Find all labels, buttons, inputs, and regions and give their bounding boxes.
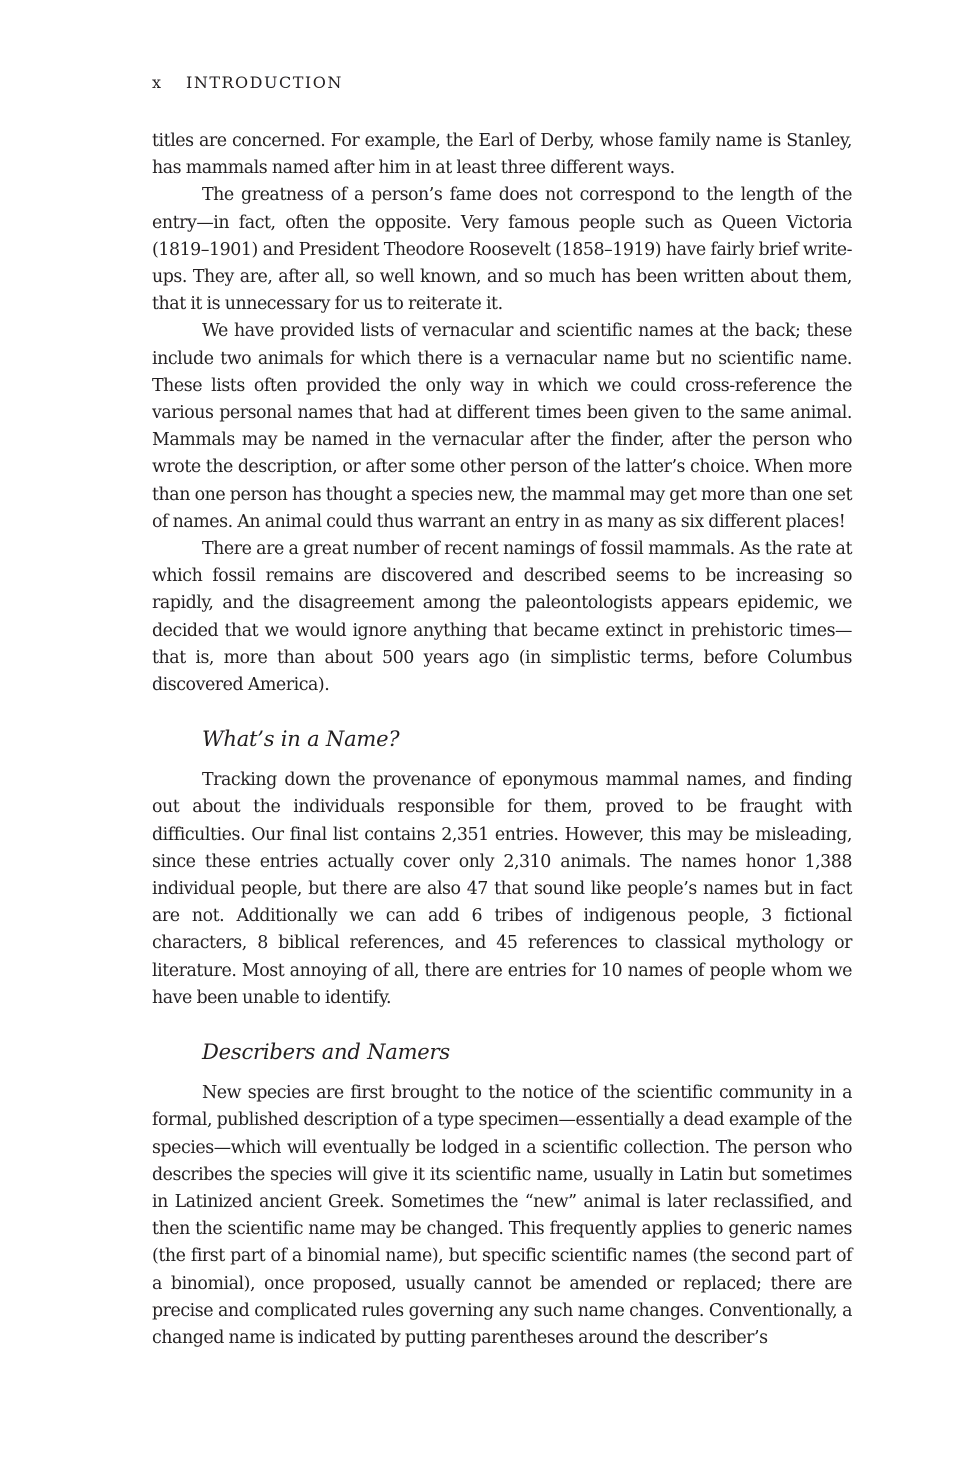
paragraph: We have provided lists of vernacular and scientific names at the back; these include two animals for which there is a vernacular name but no scientific name. These lists often provided the only way in which we could cross-reference the various personal names that had at different times been given to the same animal. Mammals may be named in the vernacular after the finder, after the person who wrote the description, or after some other person of the latter’s choice. When more than one person has thought a species new, the mammal may get more than one set of names. An animal could thus warrant an entry in as many as six different places! xyxy=(152,321,852,532)
body-text xyxy=(152,128,852,1352)
paragraph: titles are concerned. For example, the Earl of Derby, whose family name is Stanley, has mammals named after him in at least three different ways. xyxy=(152,131,852,179)
paragraph: Tracking down the provenance of eponymous mammal names, and finding out about the individuals responsible for them, proved to be fraught with difficulties. Our final list contains 2,351 entries. However, this may be misleading, since these entries actually cover only 2,310 animals. The names honor 1,388 individual people, but there are also 47 that sound like people’s names but in fact are not. Additionally we can add 6 tribes of indigenous people, 3 fictional characters, 8 biblical references, and 45 references to classical mythology or literature. Most annoying of all, there are entries for 10 names of people whom we have been unable to identify. xyxy=(152,770,852,1008)
section-heading-describers-and-namers: Describers and Namers xyxy=(202,1040,450,1065)
section-heading-whats-in-a-name: What’s in a Name? xyxy=(202,727,400,752)
paragraph: The greatness of a person’s fame does not correspond to the length of the entry—in fact, often the opposite. Very famous people such as Queen Victoria (1819–1901) and President Theodore Roosevelt (1858–1919) have fairly brief write-ups. They are, after all, so well known, and so much has been written about them, that it is unnecessary for us to reiterate it. xyxy=(152,185,852,315)
running-head xyxy=(152,72,343,94)
paragraph: There are a great number of recent namings of fossil mammals. As the rate at which fossil remains are discovered and described seems to be increasing so rapidly, and the disagreement among the paleontologists appears epidemic, we decided that we would ignore anything that became extinct in prehistoric times—that is, more than about 500 years ago (in simplistic terms, before Columbus discovered America). xyxy=(152,539,852,696)
paragraph: New species are first brought to the notice of the scientific community in a formal, published description of a type specimen—essentially a dead example of the species—which will eventually be lodged in a scientific collection. The person who describes the species will give it its scientific name, usually in Latin but sometimes in Latinized ancient Greek. Sometimes the “new” animal is later reclassified, and then the scientific name may be changed. This frequently applies to generic names (the first part of a binomial name), but specific scientific names (the second part of a binomial), once proposed, usually cannot be amended or replaced; there are precise and complicated rules governing any such name changes. Conventionally, a changed name is indicated by putting parentheses around the describer’s xyxy=(152,1083,852,1348)
page-number: x xyxy=(152,73,163,92)
chapter-title: INTRODUCTION xyxy=(186,73,343,92)
